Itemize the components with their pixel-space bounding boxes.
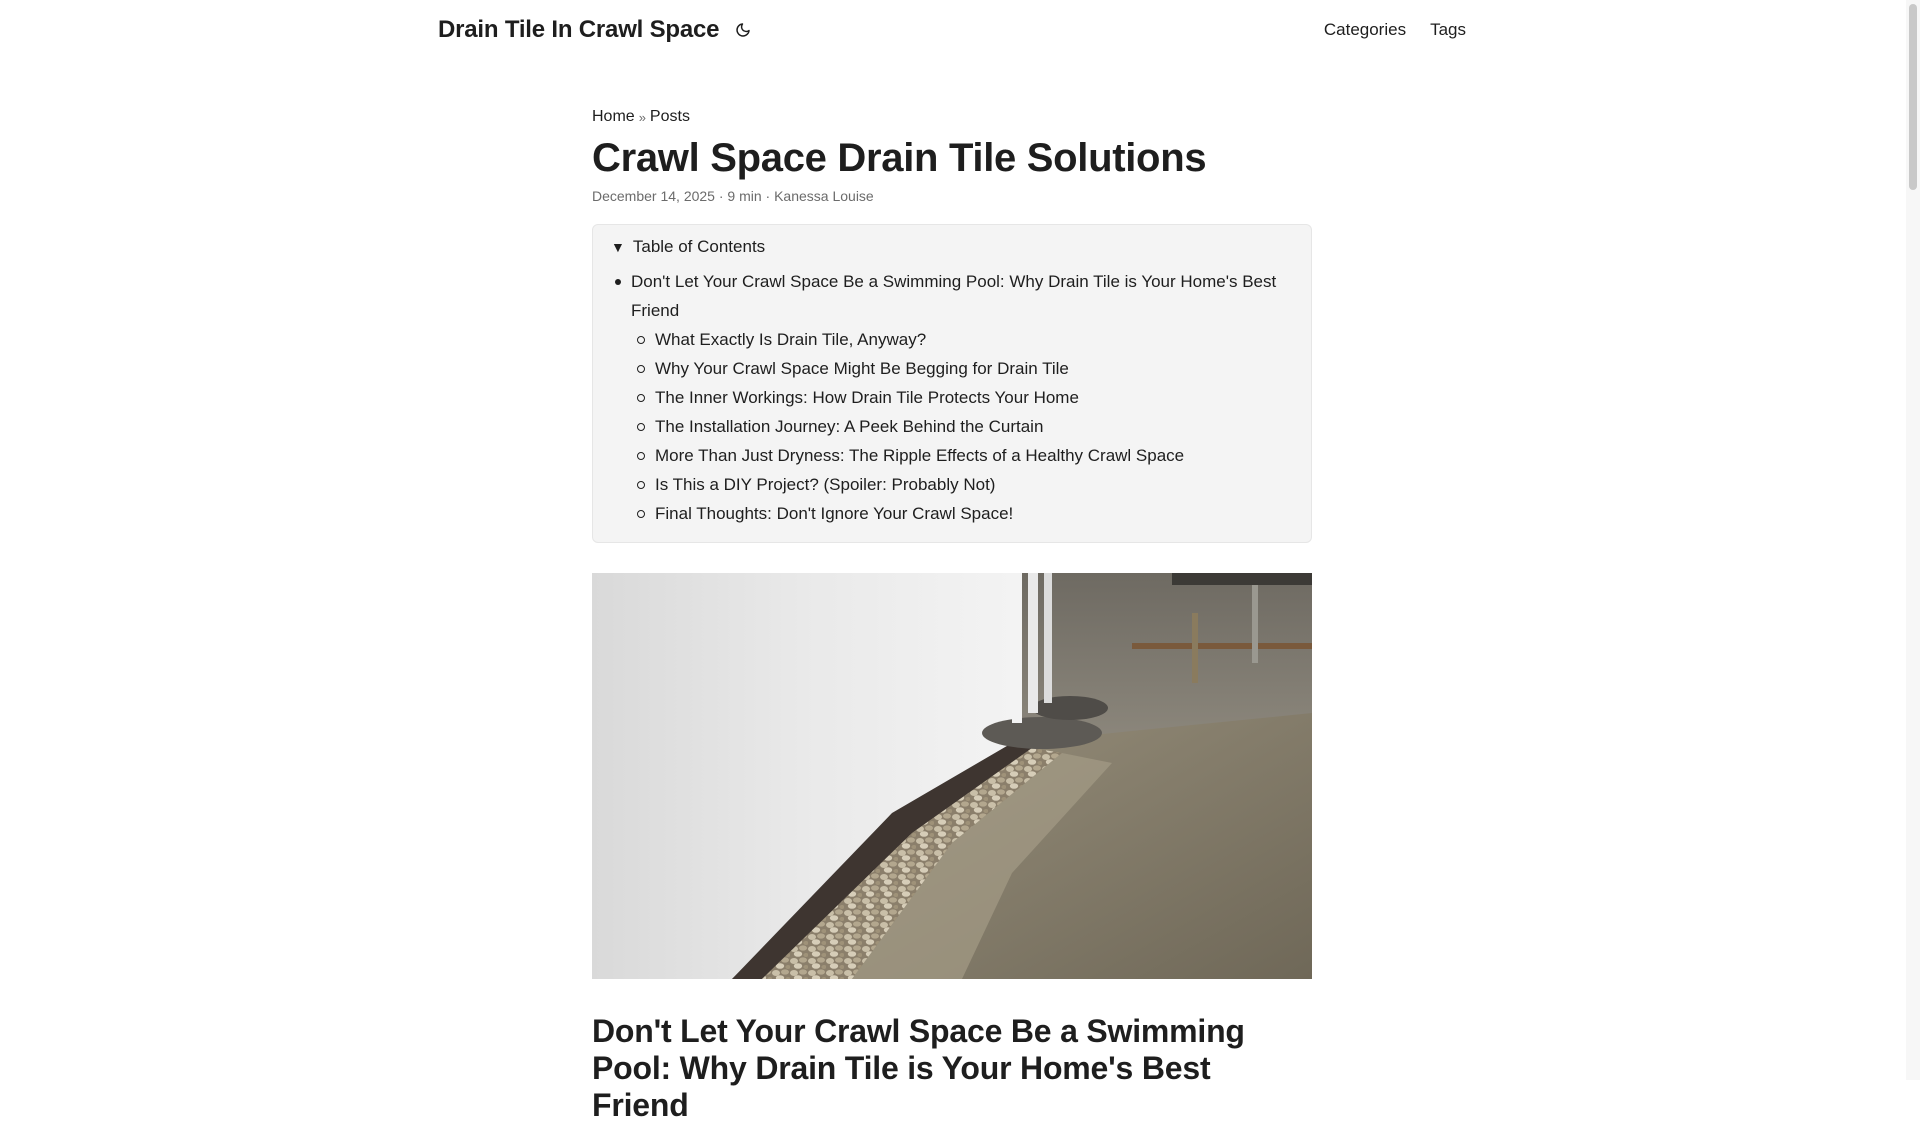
toc-sublist bbox=[631, 325, 1293, 528]
breadcrumb bbox=[592, 108, 1312, 126]
toc-list bbox=[611, 267, 1293, 528]
bullet-icon bbox=[615, 279, 621, 285]
site-header bbox=[438, 0, 1466, 60]
toc-subitem bbox=[655, 354, 1293, 383]
toc-link[interactable]: The Installation Journey: A Peek Behind the Curtain bbox=[655, 417, 1044, 436]
breadcrumb-separator: » bbox=[638, 109, 646, 125]
post-meta: December 14, 2025 · 9 min · Kanessa Louise bbox=[592, 188, 874, 204]
breadcrumb-posts[interactable]: Posts bbox=[649, 108, 690, 125]
page-title: Crawl Space Drain Tile Solutions bbox=[592, 136, 1207, 180]
cover-image bbox=[592, 573, 1312, 979]
moon-icon[interactable] bbox=[733, 20, 753, 40]
section-heading: Don't Let Your Crawl Space Be a Swimming Pool: Why Drain Tile is Your Home's Best Friend bbox=[592, 1013, 1245, 1123]
toc-subitem bbox=[655, 470, 1293, 499]
nav-tags[interactable]: Tags bbox=[1430, 20, 1466, 39]
circle-bullet-icon bbox=[637, 365, 645, 373]
circle-bullet-icon bbox=[637, 452, 645, 460]
circle-bullet-icon bbox=[637, 423, 645, 431]
circle-bullet-icon bbox=[637, 481, 645, 489]
toc-link-main[interactable]: Don't Let Your Crawl Space Be a Swimming Pool: Why Drain Tile is Your Home's Best Friend bbox=[631, 272, 1277, 320]
table-of-contents bbox=[592, 224, 1312, 543]
circle-bullet-icon bbox=[637, 336, 645, 344]
toc-subitem bbox=[655, 441, 1293, 470]
toc-toggle[interactable] bbox=[611, 237, 1293, 257]
scrollbar-thumb[interactable] bbox=[1909, 4, 1917, 190]
toc-subitem bbox=[655, 383, 1293, 412]
circle-bullet-icon bbox=[637, 394, 645, 402]
scrollbar[interactable] bbox=[1906, 0, 1920, 1080]
toc-link[interactable]: What Exactly Is Drain Tile, Anyway? bbox=[655, 330, 927, 349]
site-logo[interactable]: Drain Tile In Crawl Space bbox=[438, 16, 720, 43]
toc-link[interactable]: Why Your Crawl Space Might Be Begging for Drain Tile bbox=[655, 359, 1069, 378]
logo-wrap bbox=[438, 16, 753, 44]
nav-categories[interactable]: Categories bbox=[1323, 20, 1407, 39]
circle-bullet-icon bbox=[637, 510, 645, 518]
toc-subitem bbox=[655, 412, 1293, 441]
toc-item bbox=[631, 267, 1293, 528]
toc-subitem bbox=[655, 325, 1293, 354]
breadcrumb-home[interactable]: Home bbox=[592, 108, 635, 125]
toc-link[interactable]: Final Thoughts: Don't Ignore Your Crawl Space! bbox=[655, 504, 1014, 523]
toc-link[interactable]: Is This a DIY Project? (Spoiler: Probably Not) bbox=[655, 475, 996, 494]
toc-subitem bbox=[655, 499, 1293, 528]
toc-link[interactable]: More Than Just Dryness: The Ripple Effects of a Healthy Crawl Space bbox=[655, 446, 1185, 465]
triangle-down-icon: ▼ bbox=[611, 239, 625, 255]
crawl-space-photo bbox=[592, 573, 1312, 979]
toc-title: Table of Contents bbox=[632, 237, 766, 256]
main-nav bbox=[1324, 20, 1466, 40]
main-content bbox=[592, 108, 1312, 1123]
toc-link[interactable]: The Inner Workings: How Drain Tile Protects Your Home bbox=[655, 388, 1079, 407]
